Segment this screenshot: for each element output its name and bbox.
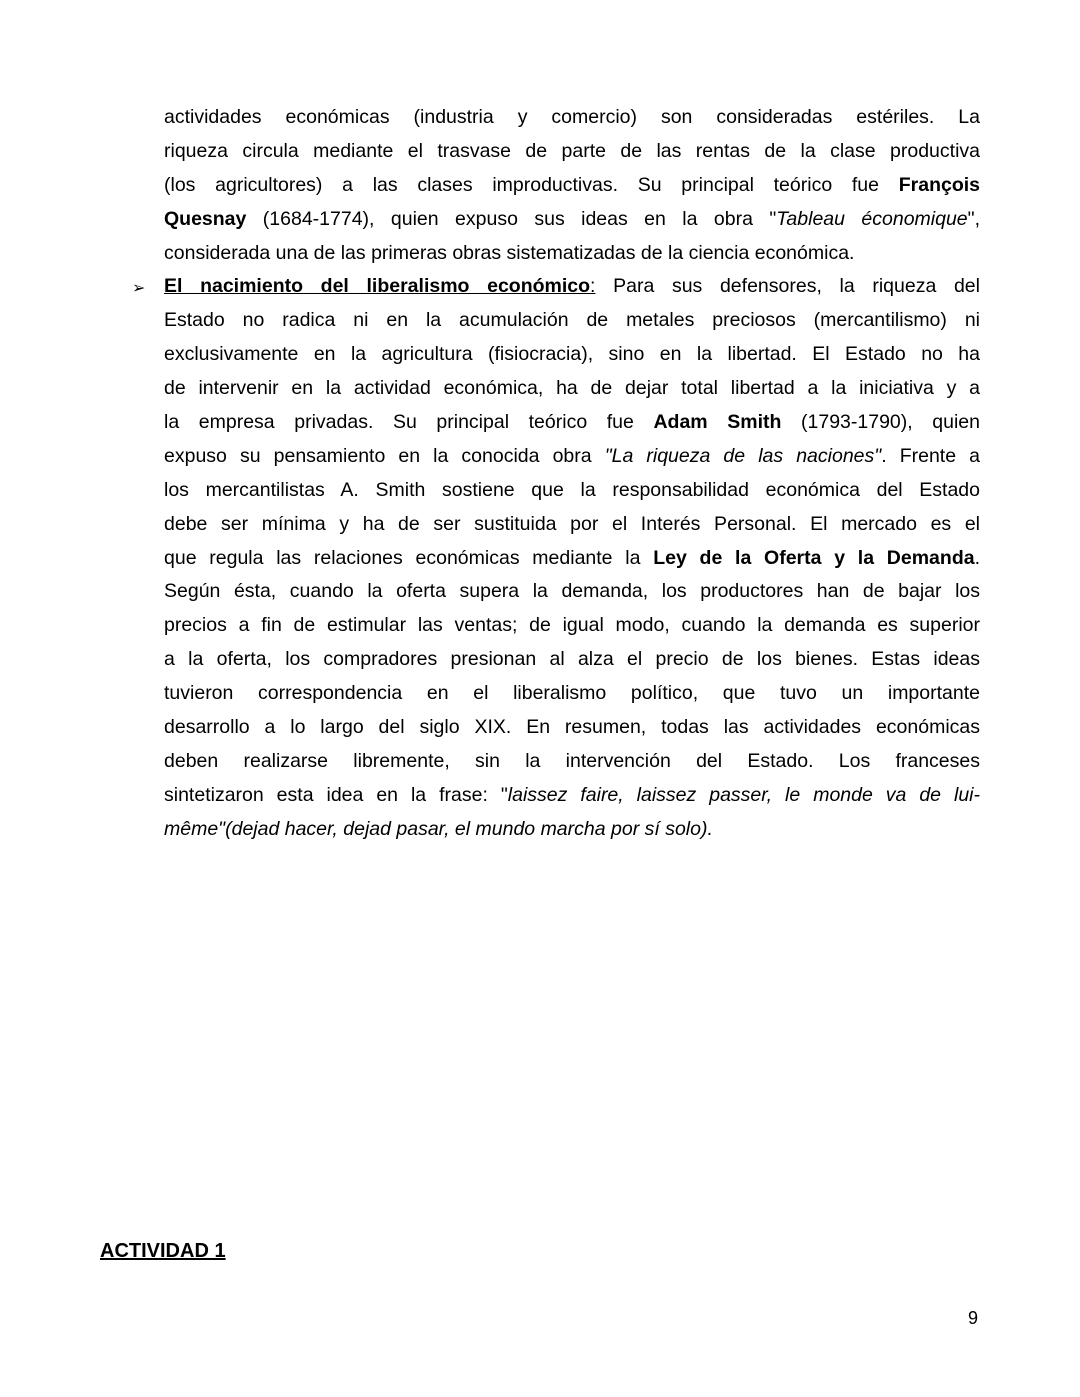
text-line [164, 643, 980, 677]
text-segment: actividades económicas (industria y comercio) son consideradas estériles. La [164, 106, 980, 128]
text-line [164, 575, 980, 609]
emphasis-text: "La riqueza de las naciones" [604, 444, 882, 467]
text-line [164, 474, 980, 508]
text-line [164, 745, 980, 779]
text-segment: desarrollo a lo largo del siglo XIX. En resumen, todas las actividades económicas [164, 716, 980, 739]
text-segment: Según ésta, cuando la oferta supera la demanda, los productores han de bajar los [164, 580, 980, 603]
text-line [164, 406, 980, 440]
text-line [164, 508, 980, 542]
emphasis-text: Adam Smith [653, 411, 782, 434]
emphasis-text: Ley de la Oferta y la Demanda [653, 546, 975, 569]
text-line [164, 237, 980, 271]
text-line [164, 677, 980, 711]
emphasis-text: même"(dejad hacer, dejad pasar, el mundo marcha por sí solo). [164, 817, 713, 840]
text-line [164, 135, 980, 169]
text-line [164, 813, 980, 847]
text-line [164, 169, 980, 203]
text-segment: . Frente a [881, 444, 980, 467]
text-line [164, 101, 980, 135]
emphasis-text: François [898, 173, 980, 196]
text-segment: exclusivamente en la agricultura (fisiocracia), sino en la libertad. El Estado no ha [164, 343, 980, 366]
text-line [164, 711, 980, 745]
text-segment: ", [967, 207, 980, 230]
text-segment: riqueza circula mediante el trasvase de parte de las rentas de la clase productiva [164, 139, 980, 162]
text-segment: (1793-1790), quien [781, 411, 980, 434]
text-segment: precios a fin de estimular las ventas; de igual modo, cuando la demanda es superior [164, 614, 980, 637]
text-line [164, 372, 980, 406]
text-segment: . [974, 546, 980, 569]
text-segment: sintetizaron esta idea en la frase: " [164, 783, 508, 806]
text-segment: Para sus defensores, la riqueza del [595, 275, 980, 298]
activity-heading: ACTIVIDAD 1 [100, 1240, 226, 1262]
emphasis-text: laissez faire, laissez passer, le monde va de lui- [507, 783, 980, 806]
text-segment: debe ser mínima y ha de ser sustituida por el Interés Personal. El mercado es el [164, 512, 980, 535]
text-segment: a la oferta, los compradores presionan al alza el precio de los bienes. Estas ideas [164, 648, 980, 671]
text-line [164, 440, 980, 474]
text-line [164, 609, 980, 643]
text-segment: de intervenir en la actividad económica, ha de dejar total libertad a la iniciativa y a [164, 377, 980, 400]
text-line [164, 338, 980, 372]
body-text [164, 101, 980, 847]
text-segment: expuso su pensamiento en la conocida obra [164, 444, 605, 467]
text-segment: considerada una de las primeras obras sistematizadas de la ciencia económica. [164, 241, 855, 264]
text-line [164, 779, 980, 813]
text-line [164, 304, 980, 338]
arrow-bullet-icon: ➢ [132, 280, 146, 297]
text-segment: que regula las relaciones económicas mediante la [164, 546, 654, 569]
text-segment: Estado no radica ni en la acumulación de metales preciosos (mercantilismo) ni [164, 309, 980, 332]
emphasis-text: Quesnay [164, 207, 247, 230]
text-segment: tuvieron correspondencia en el liberalismo político, que tuvo un importante [164, 682, 980, 705]
text-segment: los mercantilistas A. Smith sostiene que la responsabilidad económica del Estado [164, 478, 980, 501]
page-number: 9 [968, 1308, 979, 1328]
text-segment: (1684-1774), quien expuso sus ideas en la obra " [246, 207, 777, 230]
emphasis-text: Tableau économique [776, 207, 968, 230]
text-segment: (los agricultores) a las clases improductivas. Su principal teórico fue [164, 173, 899, 196]
text-line [164, 542, 980, 576]
text-segment: deben realizarse libremente, sin la intervención del Estado. Los franceses [164, 749, 980, 772]
emphasis-text: : [590, 275, 596, 298]
text-segment: la empresa privadas. Su principal teórico fue [164, 411, 654, 434]
emphasis-text: El nacimiento del liberalismo económico [164, 275, 591, 298]
text-line [164, 203, 980, 237]
text-line [164, 270, 980, 304]
